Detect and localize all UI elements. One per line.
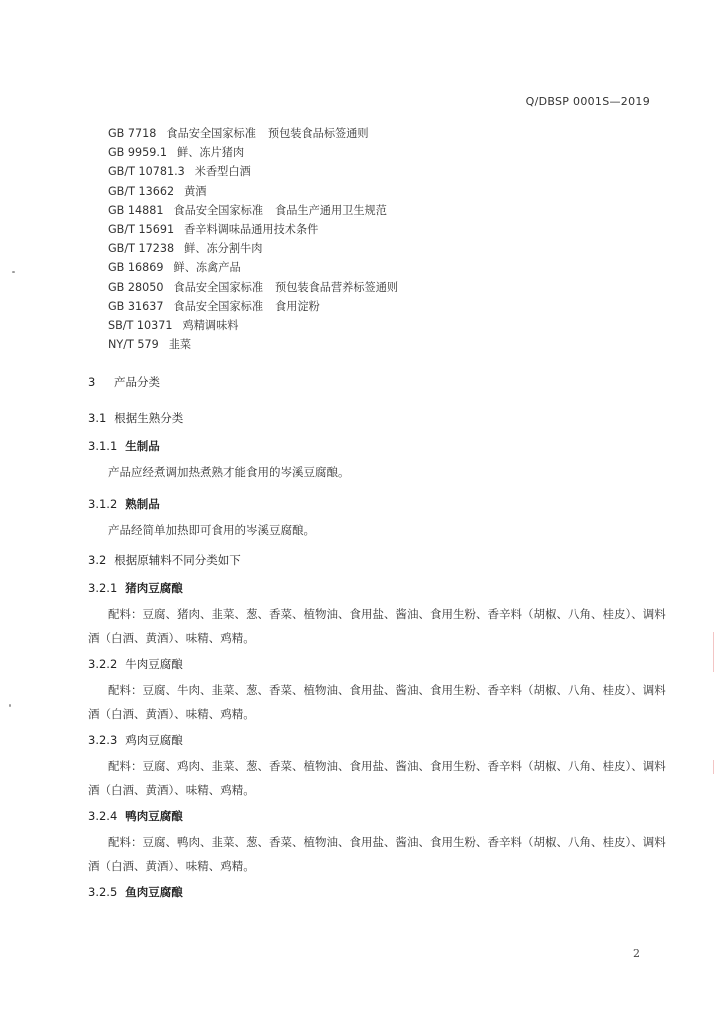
section-title: 根据原辅料不同分类如下 <box>114 553 241 567</box>
paragraph-text: 配料：豆腐、猪肉、韭菜、葱、香菜、植物油、食用盐、酱油、食用生粉、香辛料（胡椒、八角、桂皮）、调料酒（白酒、黄酒）、味精、鸡精。 <box>88 607 666 645</box>
section-number: 3.2.5 <box>88 885 118 899</box>
section-title: 鸡肉豆腐酿 <box>125 733 183 747</box>
section-title: 生制品 <box>125 439 160 453</box>
section-title: 根据生熟分类 <box>114 411 184 425</box>
reference-subtitle: 食用淀粉 <box>275 299 320 313</box>
paragraph-text: 配料：豆腐、鸭肉、韭菜、葱、香菜、植物油、食用盐、酱油、食用生粉、香辛料（胡椒、八角、桂皮）、调料酒（白酒、黄酒）、味精、鸡精。 <box>88 835 666 873</box>
section-title: 鱼肉豆腐酿 <box>125 885 183 899</box>
reference-title: 鸡精调味料 <box>182 318 239 332</box>
scan-speck <box>12 271 15 273</box>
paragraph <box>88 460 668 484</box>
section-heading <box>88 552 241 568</box>
paragraph <box>88 602 668 650</box>
seal-edge-mark <box>713 760 724 774</box>
reference-item <box>108 182 398 201</box>
section-number: 3.1.1 <box>88 439 118 453</box>
document-code: Q/DBSP 0001S—2019 <box>525 95 650 108</box>
section-number: 3.2.1 <box>88 581 118 595</box>
reference-item <box>108 220 398 239</box>
reference-code: GB 14881 <box>108 203 164 217</box>
paragraph <box>88 754 668 802</box>
reference-title: 食品安全国家标准 <box>166 127 256 140</box>
subsection-heading <box>88 884 183 900</box>
reference-code: GB/T 17238 <box>108 242 175 256</box>
reference-code: GB 9959.1 <box>108 146 168 160</box>
reference-code: GB 28050 <box>108 280 164 294</box>
section-title: 产品分类 <box>114 375 160 389</box>
reference-code: NY/T 579 <box>108 338 159 352</box>
page-number: 2 <box>633 947 640 960</box>
normative-references-list <box>108 124 398 354</box>
section-number: 3 <box>88 375 96 389</box>
section-number: 3.1 <box>88 411 107 425</box>
section-number: 3.2 <box>88 553 107 567</box>
reference-code: GB/T 15691 <box>108 222 175 236</box>
reference-title: 香辛料调味品通用技术条件 <box>184 222 319 236</box>
section-title: 熟制品 <box>125 497 160 511</box>
reference-title: 食品安全国家标准 <box>173 299 264 313</box>
paragraph <box>88 518 668 542</box>
reference-code: GB 31637 <box>108 299 164 313</box>
reference-item <box>108 297 398 316</box>
section-title: 鸭肉豆腐酿 <box>125 809 183 823</box>
reference-title: 鲜、冻禽产品 <box>173 261 241 275</box>
paragraph-text: 产品应经煮调加热煮熟才能食用的岑溪豆腐酿。 <box>108 465 350 479</box>
section-title: 猪肉豆腐酿 <box>125 581 183 595</box>
paragraph-text: 产品经简单加热即可食用的岑溪豆腐酿。 <box>108 523 315 537</box>
reference-item <box>108 124 398 143</box>
reference-code: GB 7718 <box>108 127 157 140</box>
reference-title: 鲜、冻分割牛肉 <box>184 242 263 256</box>
reference-title: 黄酒 <box>184 184 207 198</box>
section-title: 牛肉豆腐酿 <box>125 657 183 671</box>
reference-item <box>108 316 398 335</box>
reference-code: GB 16869 <box>108 261 164 275</box>
section-number: 3.2.2 <box>88 657 118 671</box>
section-number: 3.2.3 <box>88 733 118 747</box>
reference-subtitle: 预包装食品营养标签通则 <box>275 280 399 294</box>
reference-title: 韭菜 <box>168 338 192 352</box>
subsection-heading <box>88 438 160 454</box>
paragraph-text: 配料：豆腐、牛肉、韭菜、葱、香菜、植物油、食用盐、酱油、食用生粉、香辛料（胡椒、八角、桂皮）、调料酒（白酒、黄酒）、味精、鸡精。 <box>88 683 666 721</box>
subsection-heading <box>88 656 183 672</box>
reference-item <box>108 335 398 354</box>
reference-item <box>108 239 398 258</box>
reference-title: 食品安全国家标准 <box>173 203 264 217</box>
reference-subtitle: 食品生产通用卫生规范 <box>275 203 387 217</box>
paragraph <box>88 678 668 726</box>
section-heading <box>88 410 183 426</box>
subsection-heading <box>88 496 160 512</box>
seal-edge-mark <box>713 632 724 672</box>
paragraph <box>88 830 668 878</box>
section-number: 3.2.4 <box>88 809 118 823</box>
reference-item <box>108 201 398 220</box>
reference-item <box>108 162 398 181</box>
subsection-heading <box>88 732 183 748</box>
reference-title: 鲜、冻片猪肉 <box>177 146 245 160</box>
subsection-heading <box>88 808 183 824</box>
reference-code: SB/T 10371 <box>108 318 173 332</box>
reference-item <box>108 258 398 277</box>
reference-code: GB/T 10781.3 <box>108 165 185 179</box>
section-number: 3.1.2 <box>88 497 118 511</box>
reference-subtitle: 预包装食品标签通则 <box>267 127 369 140</box>
reference-item <box>108 278 398 297</box>
reference-item <box>108 143 398 162</box>
reference-title: 食品安全国家标准 <box>173 280 264 294</box>
scan-speck <box>9 704 11 707</box>
section-heading <box>88 374 160 390</box>
reference-title: 米香型白酒 <box>194 165 251 179</box>
reference-code: GB/T 13662 <box>108 184 175 198</box>
paragraph-text: 配料：豆腐、鸡肉、韭菜、葱、香菜、植物油、食用盐、酱油、食用生粉、香辛料（胡椒、八角、桂皮）、调料酒（白酒、黄酒）、味精、鸡精。 <box>88 759 666 797</box>
subsection-heading <box>88 580 183 596</box>
